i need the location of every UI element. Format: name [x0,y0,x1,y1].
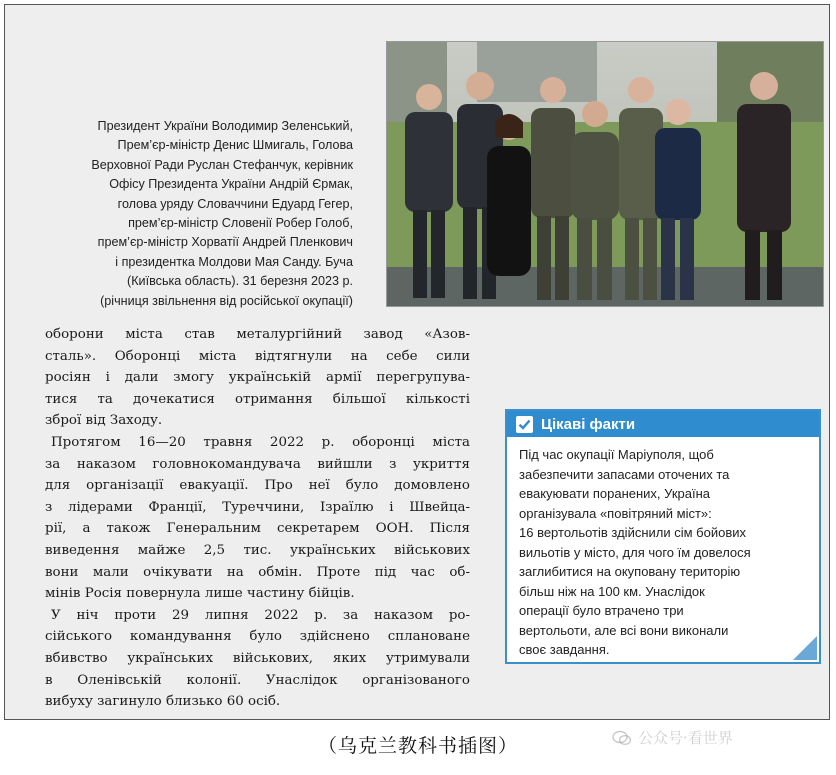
fact-line: забезпечити запасами оточених та [519,466,730,482]
watermark [612,727,733,748]
text-line: тися та дочекатися отримання більшої кількості [45,391,470,407]
checkbox-icon [516,416,533,433]
caption-line: Президент України Володимир Зеленський, [97,119,353,133]
caption-line: голова уряду Словаччини Едуард Гегер, [117,196,353,211]
fact-line: організувала «повітряний міст»: [519,505,712,521]
main-text [45,324,470,713]
watermark-text: 公众号·看世界 [638,729,733,747]
fact-line: більш ніж на 100 км. Унаслідок [519,583,705,599]
caption-line: (річниця звільнення від російської окупації) [100,293,353,308]
caption-line: Прем’єр-міністр Денис Шмигаль, Голова [117,138,353,153]
text-line: сійського командування було здійснено сплановане [45,629,470,645]
fact-line: вильотів у місто, для чого їм довелося [519,544,751,560]
fact-line: операції було втрачено три [519,603,684,618]
text-line: Протягом 16—20 травня 2022 р. оборонці міста [51,434,470,450]
factbox-header [507,411,819,437]
text-line: оборони міста став металургійний завод «Азов- [45,327,470,342]
text-line: з лідерами Франції, Туреччини, Ізраїлю і Швейца- [45,499,470,515]
text-line: У ніч проти 29 липня 2022 р. за наказом ро- [51,607,470,623]
fact-line: своє завдання. [519,642,610,657]
factbox-text [519,445,807,660]
fact-line: 16 вертольотів здійснили сім бойових [519,525,747,540]
fact-line: вертольоти, але всі вони виконали [519,622,729,638]
textbook-page [4,4,830,720]
image-caption: （乌克兰教科书插图） [317,735,518,757]
text-line: зброї від Заходу. [45,413,163,429]
interesting-facts-box [505,409,821,664]
text-line: росіян і дали змогу українській армії перегрупува- [45,370,470,386]
text-line: виведення майже 2,5 тис. українських військових [45,542,470,558]
fact-line: Під час окупації Маріуполя, щоб [519,447,714,462]
text-line: за наказом головнокомандувача вийшли з укриття [45,456,470,472]
text-line: для організації евакуації. Про неї було домовлено [45,478,470,494]
text-line: вбивство українських військових, яких утримували [45,650,470,666]
corner-triangle [793,636,817,660]
text-line: рії, а також Генеральним секретарем ООН. Після [45,521,470,537]
text-line: вони мали очікувати на обмін. Проте під час об- [45,564,470,580]
caption-line: прем’єр-міністр Словенії Робер Голоб, [128,216,353,231]
text-line: в Оленівській колонії. Унаслідок організованого [45,672,470,688]
text-line: мінів Росія повернула лише частину бійців. [45,586,355,602]
group-photo-illustration [387,42,823,306]
caption-line: Верховної Ради Руслан Стефанчук, керівник [91,157,353,172]
text-line: вибуху загинуло близько 60 осіб. [45,694,281,710]
wechat-icon [612,730,632,746]
fact-line: евакуювати поранених, Україна [519,486,710,501]
text-line: сталь». Оборонці міста відтягнули на себе сили [45,348,470,364]
group-photo [386,41,824,307]
caption-line: (Київська область). 31 березня 2023 р. [127,274,353,289]
factbox-title: Цікаві факти [541,415,636,433]
photo-caption [15,117,353,311]
caption-line: і президентка Молдови Мая Санду. Буча [115,254,353,269]
caption-line: Офісу Президента України Андрій Єрмак, [109,177,353,192]
caption-line: прем’єр-міністр Хорватії Андрей Пленкович [97,235,353,250]
fact-line: заглибитися на окуповану територію [519,564,741,579]
